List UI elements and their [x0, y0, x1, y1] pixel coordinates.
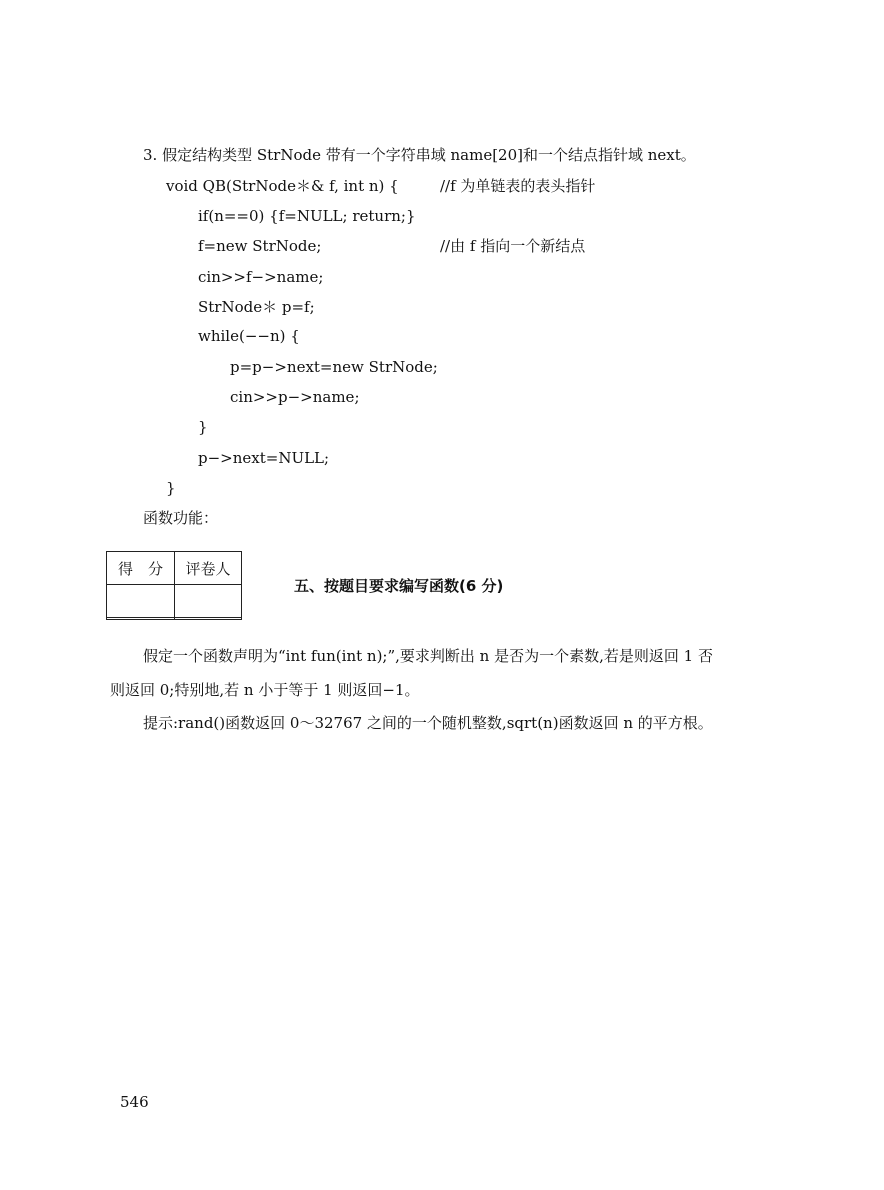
section-5-hint: 提示:rand()函数返回 0～32767 之间的一个随机整数,sqrt(n)函数返回 n 的平方根。: [143, 714, 713, 732]
question-3-intro: 3. 假定结构类型 StrNode 带有一个字符串域 name[20]和一个结点指针域 next。: [143, 146, 696, 164]
score-table: [106, 551, 242, 620]
grader-cell: [175, 585, 242, 620]
section-5-paragraph-line-2: 则返回 0;特别地,若 n 小于等于 1 则返回−1。: [110, 681, 420, 699]
function-label: 函数功能：: [143, 509, 219, 527]
code-line: p=p−>next=new StrNode;: [230, 358, 438, 376]
score-cell: [107, 585, 175, 620]
code-comment: //f 为单链表的表头指针: [440, 177, 596, 195]
grader-header: 评卷人: [175, 552, 242, 585]
code-line: StrNode＊ p=f;: [198, 298, 315, 316]
code-line: f=new StrNode;: [198, 237, 322, 255]
code-line: }: [166, 479, 176, 497]
section-5-heading: 五、按题目要求编写函数(6 分): [294, 577, 504, 595]
score-header: 得 分: [107, 552, 175, 585]
code-line: cin>>f−>name;: [198, 268, 324, 286]
table-underline: [106, 617, 242, 618]
section-5-paragraph-line-1: 假定一个函数声明为“int fun(int n);”,要求判断出 n 是否为一个素数,若是则返回 1 否: [143, 647, 713, 665]
code-comment: //由 f 指向一个新结点: [440, 237, 586, 255]
code-line: void QB(StrNode＊& f, int n) {: [166, 177, 399, 195]
code-line: cin>>p−>name;: [230, 388, 360, 406]
code-line: while(−−n) {: [198, 327, 300, 345]
code-line: p−>next=NULL;: [198, 449, 330, 467]
code-line: }: [198, 418, 208, 436]
code-line: if(n==0) {f=NULL; return;}: [198, 207, 416, 225]
page-number: 546: [120, 1093, 149, 1111]
